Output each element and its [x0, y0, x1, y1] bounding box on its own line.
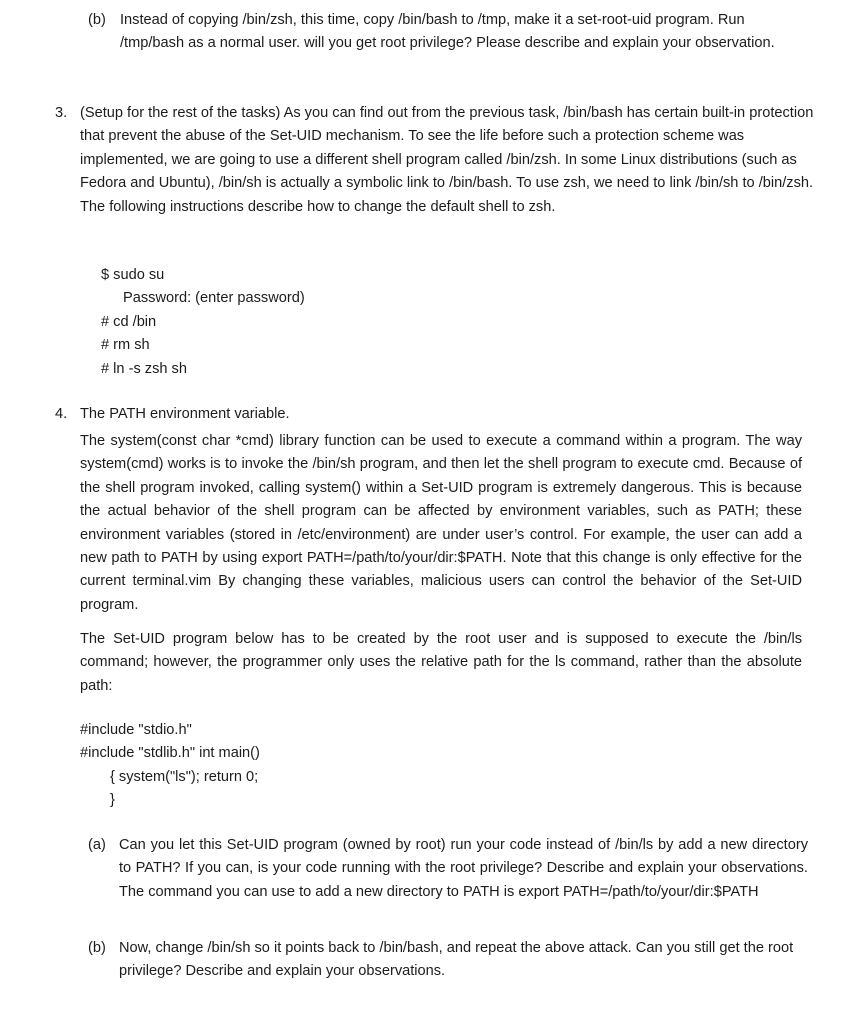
item-4: [55, 403, 815, 426]
part-label: (b): [88, 940, 106, 956]
item-3: [55, 102, 815, 219]
code-line: { system("ls"); return 0;: [110, 768, 259, 785]
part-label: (a): [88, 837, 106, 853]
code-snippet: [80, 719, 480, 813]
item-4-paragraph-1: The system(const char *cmd) library function can be used to execute a command within a program. The way system(cmd) works is to invoke the /bin/sh program, and then let the shell program to execute cmd. Because of the shell program invoked, calling system() within a Set-UID program is extremely dangerous. This is because the actual behavior of the shell program can be affected by environment variables, such as PATH; these environment variables (stored in /etc/environment) are under user’s control. For example, the user can add a new path to PATH by using export PATH=/path/to/your/dir:$PATH. Note that this change is only effective for the current terminal.vim By changing these variables, malicious users can control the behavior of the Set-UID program.: [80, 433, 802, 613]
part-text: Can you let this Set-UID program (owned by root) run your code instead of /bin/ls by add a new directory to PATH? If you can, is your code running with the root privilege? Describe and explain your observations. The command you can use to add a new directory to PATH is export PATH=/path/to/your/dir:$PATH: [119, 837, 808, 900]
item-text: (Setup for the rest of the tasks) As you can find out from the previous task, /bin/bash has certain built-in protection that prevent the abuse of the Set-UID mechanism. To see the life before such a protection scheme was implemented, we are going to use a different shell program called /bin/zsh. In some Linux distributions (such as Fedora and Ubuntu), /bin/sh is actually a symbolic link to /bin/bash. To use zsh, we need to link /bin/sh to /bin/zsh. The following instructions describe how to change the default shell to zsh.: [80, 105, 814, 215]
previous-part-b: [88, 9, 808, 56]
part-text: Instead of copying /bin/zsh, this time, copy /bin/bash to /tmp, make it a set-root-uid program. Run /tmp/bash as a normal user. will you get root privilege? Please describe and explain your observation.: [120, 12, 775, 52]
part-text: Now, change /bin/sh so it points back to /bin/bash, and repeat the above attack. Can you still get the root privilege? Describe and explain your observations.: [119, 940, 794, 980]
part-label: (b): [88, 12, 106, 28]
command-line: # rm sh: [101, 337, 150, 354]
item-title: The PATH environment variable.: [80, 406, 290, 422]
part-a: [88, 834, 808, 904]
command-line: $ sudo su: [101, 267, 165, 283]
item-number: 4.: [55, 406, 68, 422]
item-number: 3.: [55, 105, 68, 121]
item-4-paragraph-2: The Set-UID program below has to be created by the root user and is supposed to execute the /bin/ls command; however, the programmer only uses the relative path for the ls command, rather than the absolute path:: [80, 631, 802, 694]
command-line: # ln -s zsh sh: [101, 360, 187, 377]
command-line: Password: (enter password): [123, 290, 305, 307]
code-line: #include "stdlib.h" int main(): [80, 745, 260, 762]
code-line: #include "stdio.h": [80, 722, 192, 738]
part-b: [88, 937, 808, 984]
code-line: }: [110, 792, 115, 809]
shell-commands: [101, 264, 501, 381]
command-line: # cd /bin: [101, 313, 157, 330]
